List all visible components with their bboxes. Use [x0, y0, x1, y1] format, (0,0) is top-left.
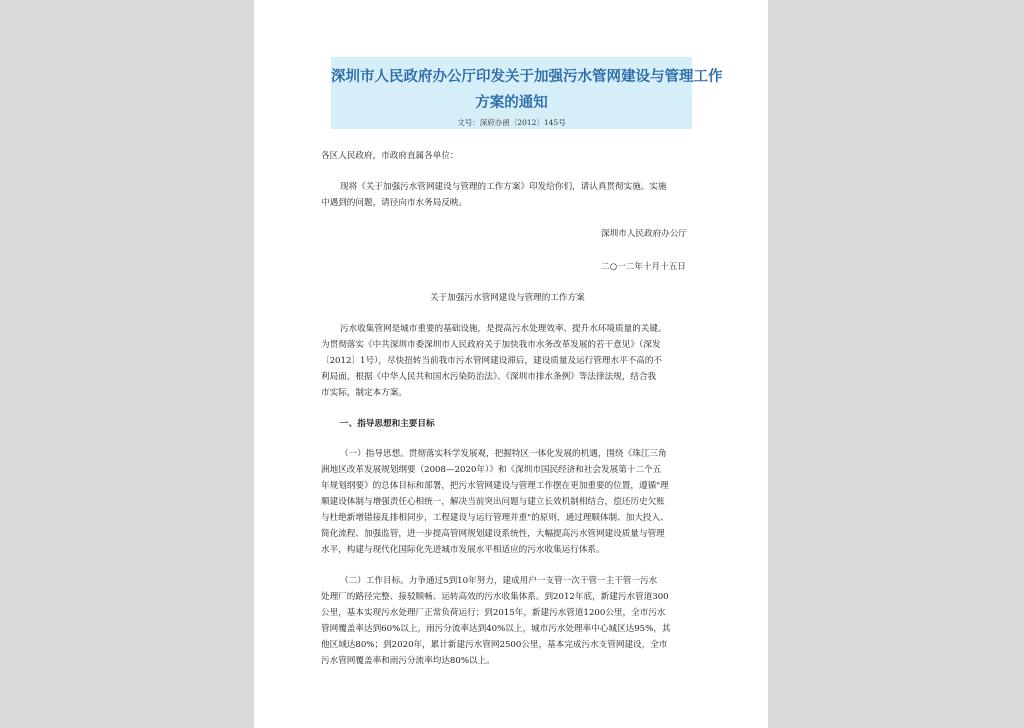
paragraph2-line: （二）工作目标。力争通过5到10年努力，建成用户一支管一次干管一主干管一污水	[340, 576, 658, 586]
paragraph1-line: 洲地区改革发展规划纲要（2008—2020年）》和《深圳市国民经济和社会发展第十二个五	[321, 465, 662, 475]
document-number: 文号：深府办函〔2012〕145号	[457, 118, 566, 127]
paragraph2-line: 公里，基本实现污水处理厂正常负荷运行；到2015年，新建污水管道1200公里，全市污水	[321, 608, 666, 618]
issue-date: 二○一二年十月十五日	[601, 262, 686, 272]
paragraph1-line: 水平，构建与现代化国际化先进城市发展水平相适应的污水收集运行体系。	[321, 545, 605, 555]
plan-title: 关于加强污水管网建设与管理的工作方案	[430, 293, 585, 303]
intro-line: 市实际，制定本方案。	[321, 388, 407, 398]
issuer: 深圳市人民政府办公厅	[601, 229, 687, 239]
paragraph2-line: 处理厂的路径完整、接驳顺畅、运转高效的污水收集体系。到2012年底，新建污水管道300	[321, 592, 669, 602]
paragraph1-line: 与杜绝新增错接乱排相同步，工程建设与运行管理并重"的原则，通过理顺体制、加大投入、	[321, 513, 669, 523]
document-title-line1: 深圳市人民政府办公厅印发关于加强污水管网建设与管理工作	[331, 69, 723, 85]
paragraph2-line: 管网覆盖率达到60%以上，雨污分流率达到40%以上，城市污水处理率中心城区达95%，其	[321, 624, 671, 634]
title-banner	[331, 57, 723, 129]
document-page	[254, 0, 768, 728]
intro-line: 污水收集管网是城市重要的基础设施，是提高污水处理效率、提升水环境质量的关键。	[340, 324, 667, 334]
intro-line: 利局面，根据《中华人民共和国水污染防治法》、《深圳市排水条例》等法律法规，结合我	[321, 372, 657, 382]
notice-line: 现将《关于加强污水管网建设与管理的工作方案》印发给你们，请认真贯彻实施。实施	[340, 182, 667, 192]
paragraph2-line: 他区域达80%；到2020年，累计新建污水管网2500公里，基本完成污水支管网建设，全市	[321, 640, 668, 650]
intro-line: 〔2012〕1号），尽快扭转当前我市污水管网建设滞后，建设质量及运行管理水平不高的不	[321, 356, 663, 366]
addressee: 各区人民政府，市政府直属各单位：	[321, 151, 459, 161]
paragraph1-line: （一）指导思想。贯彻落实科学发展观，把握特区一体化发展的机遇，围绕《珠江三角	[340, 449, 667, 459]
paragraph1-line: 顺建设体制与增强责任心相统一，解决当前突出问题与建立长效机制相结合，偿还历史欠账	[321, 497, 665, 507]
intro-line: 为贯彻落实《中共深圳市委深圳市人民政府关于加快我市水务改革发展的若干意见》（深发	[321, 340, 661, 350]
paragraph1-line: 简化流程、加强监管，进一步提高管网规划建设系统性，大幅提高污水管网建设质量与管理	[321, 529, 665, 539]
paragraph2-line: 污水管网覆盖率和雨污分流率均达80%以上。	[321, 656, 495, 666]
notice-line: 中遇到的问题，请径向市水务局反映。	[321, 198, 468, 208]
section-heading: 一、指导思想和主要目标	[340, 419, 435, 429]
paragraph1-line: 年规划纲要》的总体目标和部署，把污水管网建设与管理工作摆在更加重要的位置，遵循"理	[321, 481, 669, 491]
document-title-line2: 方案的通知	[475, 95, 548, 111]
